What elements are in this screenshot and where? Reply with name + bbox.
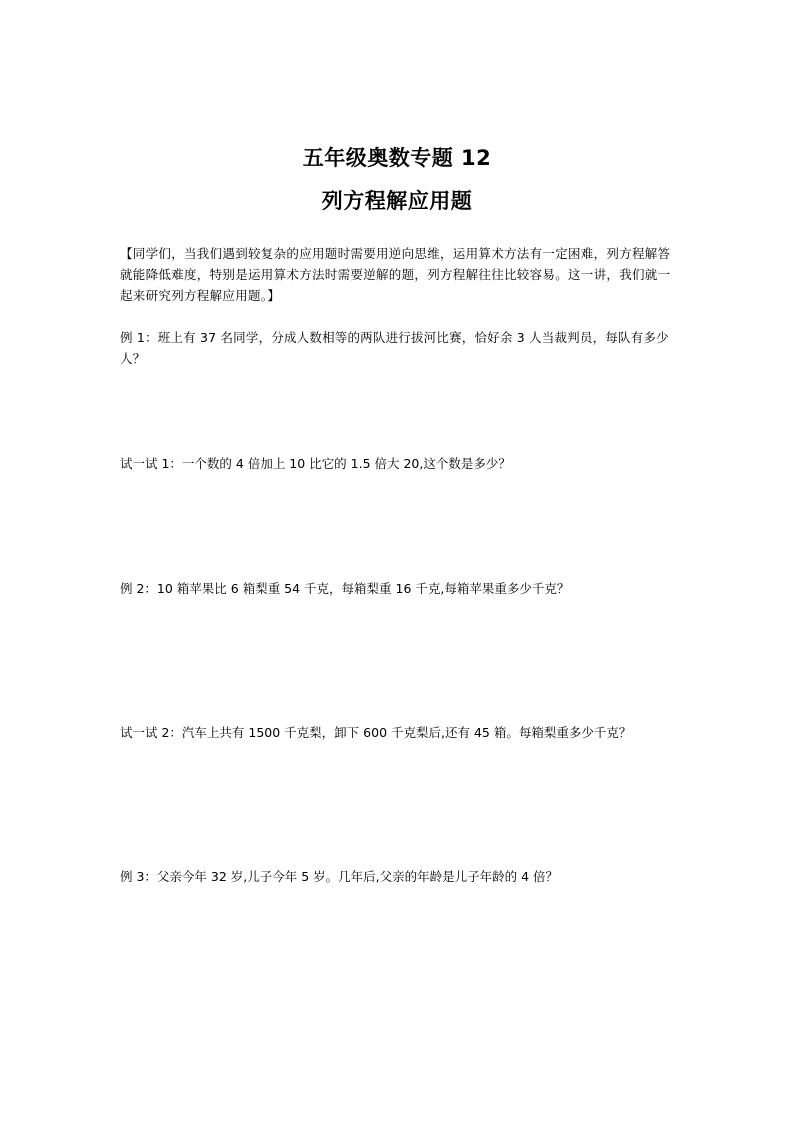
document-title: 五年级奥数专题 12 — [302, 146, 492, 170]
document-subtitle: 列方程解应用题 — [321, 189, 473, 213]
example-1: 例 1：班上有 37 名同学，分成人数相等的两队进行拔河比赛，恰好余 3 人当裁判员，每队有多少人？ — [120, 330, 669, 366]
practice-2: 试一试 2：汽车上共有 1500 千克梨，卸下 600 千克梨后,还有 45 箱。每箱梨重多少千克？ — [120, 725, 632, 740]
example-3: 例 3：父亲今年 32 岁,儿子今年 5 岁。几年后,父亲的年龄是儿子年龄的 4 倍？ — [120, 869, 559, 884]
example-2: 例 2：10 箱苹果比 6 箱梨重 54 千克，每箱梨重 16 千克,每箱苹果重多少千克？ — [120, 581, 570, 596]
practice-1: 试一试 1：一个数的 4 倍加上 10 比它的 1.5 倍大 20,这个数是多少？ — [120, 456, 511, 471]
intro-paragraph: 【同学们，当我们遇到较复杂的应用题时需要用逆向思维，运用算术方法有一定困难，列方程解答就能降低难度，特别是运用算术方法时需要逆解的题，列方程解往往比较容易。这一讲，我们就一起来研究列方程解应用题。】 — [120, 246, 671, 303]
